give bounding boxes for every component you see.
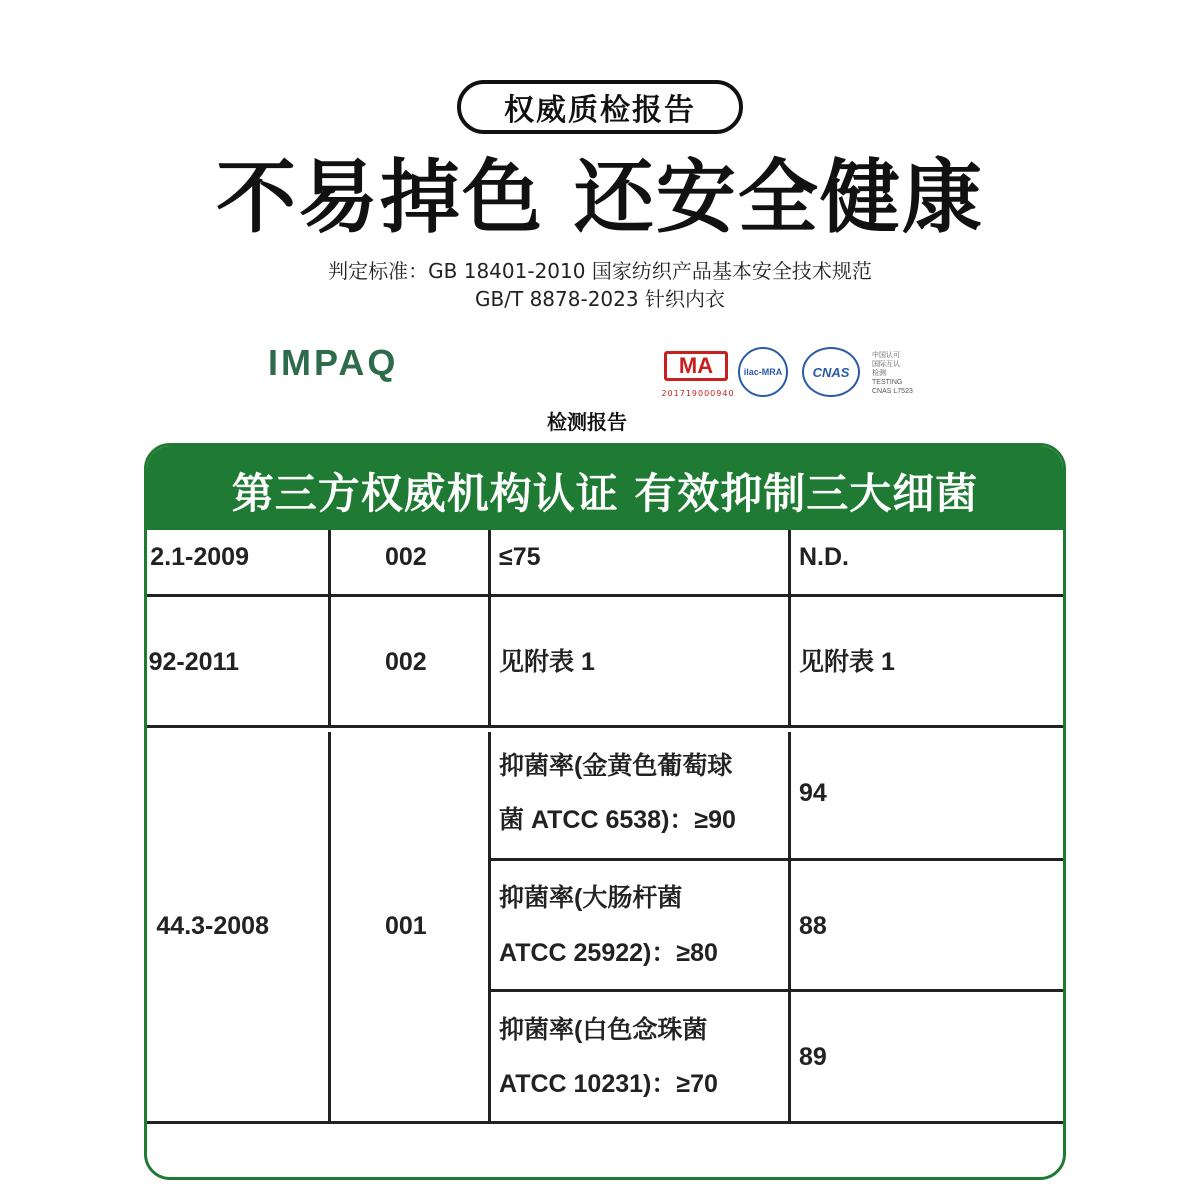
method-cell: 2.1-2009 xyxy=(150,543,249,571)
requirement-cell: 菌 ATCC 6538)：≥90 xyxy=(499,806,736,834)
requirement-cell: 抑菌率(大肠杆菌 xyxy=(499,884,683,912)
cnas-caption: 中国认可 国际互认 检测 TESTING CNAS L7523 xyxy=(872,352,913,395)
grid-line xyxy=(328,596,331,726)
requirement-cell: 抑菌率(金黄色葡萄球 xyxy=(499,752,733,780)
grid-line xyxy=(788,530,791,595)
method-cell: 92-2011 xyxy=(148,648,239,676)
report-badge: 权威质检报告 xyxy=(457,80,743,134)
grid-line xyxy=(328,530,331,595)
requirement-cell: ≤75 xyxy=(499,543,541,571)
grid-line xyxy=(788,732,791,1122)
requirement-cell: ATCC 10231)：≥70 xyxy=(499,1070,718,1098)
grid-line xyxy=(147,594,1063,597)
grid-line xyxy=(491,858,1066,861)
grid-line xyxy=(328,732,331,1122)
standard-line-2: GB/T 8878-2023 针织内衣 xyxy=(475,287,725,311)
panel-title: 第三方权威机构认证 有效抑制三大细菌 xyxy=(147,446,1063,530)
report-label: 检测报告 xyxy=(547,410,627,434)
sample-cell: 002 xyxy=(385,648,427,676)
requirement-cell: 见附表 1 xyxy=(499,648,595,676)
certification-logos xyxy=(660,345,920,405)
test-results-panel xyxy=(144,443,1066,1180)
grid-line xyxy=(488,732,491,1122)
cnas-logo: CNAS xyxy=(802,347,860,397)
ilac-mra-logo: ilac-MRA xyxy=(738,347,788,397)
standard-line-1: 判定标准：GB 18401-2010 国家纺织产品基本安全技术规范 xyxy=(328,259,872,283)
grid-line xyxy=(488,530,491,595)
grid-line xyxy=(147,1121,1063,1124)
impaq-logo: IMPAQ xyxy=(268,342,399,383)
method-cell: 44.3-2008 xyxy=(156,912,269,940)
result-cell: 94 xyxy=(799,779,827,807)
requirement-cell: ATCC 25922)：≥80 xyxy=(499,939,718,967)
requirement-cell: 抑菌率(白色念珠菌 xyxy=(499,1016,708,1044)
sample-cell: 002 xyxy=(385,543,427,571)
headline: 不易掉色 还安全健康 xyxy=(216,151,984,244)
grid-line xyxy=(488,596,491,726)
result-cell: 88 xyxy=(799,912,827,940)
cma-number: 201719000940 xyxy=(661,389,735,398)
grid-line xyxy=(788,596,791,726)
grid-line xyxy=(491,989,1066,992)
result-cell: 见附表 1 xyxy=(799,648,895,676)
cma-logo: MA xyxy=(664,351,728,381)
grid-line xyxy=(147,725,1063,728)
result-cell: 89 xyxy=(799,1043,827,1071)
result-cell: N.D. xyxy=(799,543,849,571)
sample-cell: 001 xyxy=(385,912,427,940)
